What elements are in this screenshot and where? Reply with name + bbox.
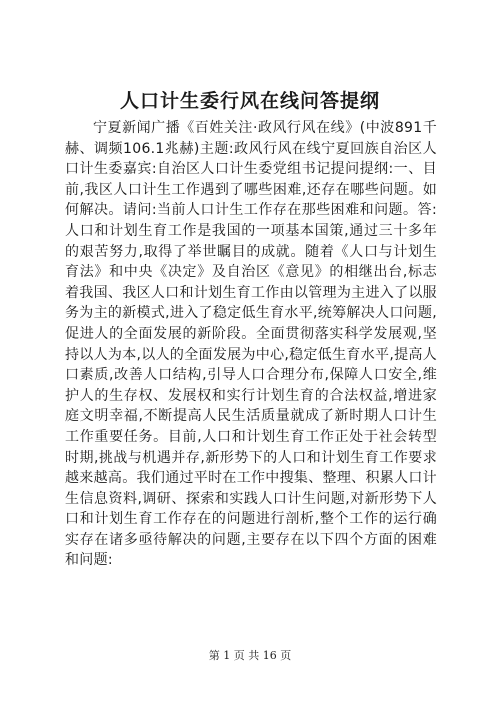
- document-title: 人口计生委行风在线问答提纲: [119, 90, 380, 112]
- document-body-paragraph: 宁夏新闻广播《百姓关注·政风行风在线》(中波891千赫、调频106.1兆赫)主题:政风行风在线宁夏回族自治区人口计生委嘉宾:自治区人口计生委党组书记提问提纲:一、目前,我区人口计生工作遇到了哪些困难,还存在哪些问题。如何解决。请问:当前人口计生工作存在那些困难和问题。答:人口和计划生育工作是我国的一项基本国策,通过三十多年的艰苦努力,取得了举世瞩目的成就。随着《人口与计划生育法》和中央《决定》及自治区《意见》的相继出台,标志着我国、我区人口和计划生育工作由以管理为主进入了以服务为主的新模式,进入了稳定低生育水平,统筹解决人口问题,促进人的全面发展的新阶段。全面贯彻落实科学发展观,坚持以人为本,以人的全面发展为中心,稳定低生育水平,提高人口素质,改善人口结构,引导人口合理分布,保障人口安全,维护人的生存权、发展权和实行计划生育的合法权益,增进家庭文明幸福,不断提高人民生活质量就成了新时期人口计生工作重要任务。目前,人口和计划生育工作正处于社会转型时期,挑战与机遇并存,新形势下的人口和计划生育工作要求越来越高。我们通过平时在工作中搜集、整理、积累人口计生信息资料,调研、探索和实践人口计生问题,对新形势下人口和计划生育工作存在的问题进行剖析,整个工作的运行确实存在诸多亟待解决的问题,主要存在以下四个方面的困难和问题:: [65, 120, 437, 569]
- page-footer: 第 1 页 共 16 页: [208, 649, 292, 662]
